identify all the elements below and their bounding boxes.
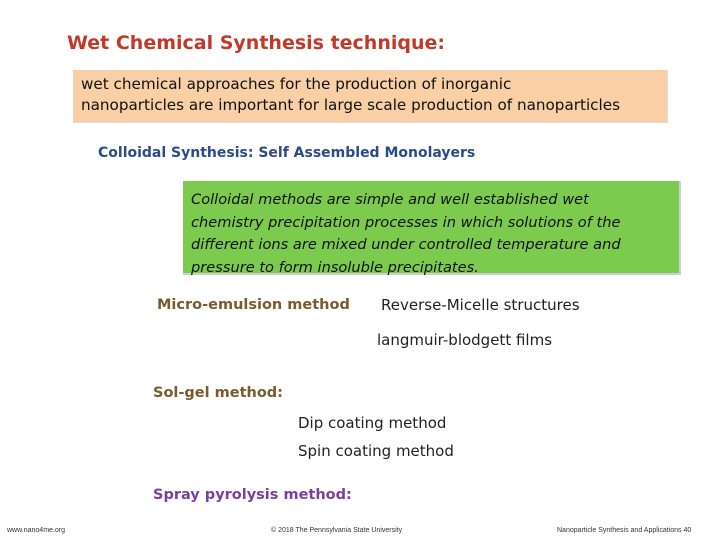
colloidal-line-4: pressure to form insoluble precipitates.: [191, 258, 479, 276]
reverse-micelle-item: Reverse-Micelle structures: [381, 296, 580, 314]
footer-copyright: © 2018 The Pennsylvania State University: [271, 527, 403, 534]
micro-emulsion-heading: Micro-emulsion method: [157, 297, 350, 313]
spin-coating-item: Spin coating method: [298, 442, 454, 460]
footer-website: www.nano4me.org: [7, 527, 65, 534]
colloidal-heading: Colloidal Synthesis: Self Assembled Monolayers: [98, 145, 476, 161]
langmuir-blodgett-item: langmuir-blodgett films: [377, 331, 553, 349]
colloidal-line-1: Colloidal methods are simple and well established wet: [191, 191, 589, 208]
dip-coating-item: Dip coating method: [298, 414, 447, 432]
intro-box: [73, 70, 668, 123]
spray-pyrolysis-heading: Spray pyrolysis method:: [153, 487, 352, 503]
colloidal-box: [183, 181, 681, 275]
sol-gel-heading: Sol-gel method:: [153, 385, 283, 401]
intro-line-2: nanoparticles are important for large scale production of nanoparticles: [81, 96, 620, 114]
colloidal-line-3: different ions are mixed under controlled temperature and: [191, 236, 621, 253]
intro-line-1: wet chemical approaches for the production of inorganic: [81, 75, 512, 93]
footer-slide-info: Nanoparticle Synthesis and Applications 40: [557, 527, 692, 534]
colloidal-line-2: chemistry precipitation processes in which solutions of the: [191, 213, 621, 231]
slide-title: Wet Chemical Synthesis technique:: [67, 32, 445, 54]
